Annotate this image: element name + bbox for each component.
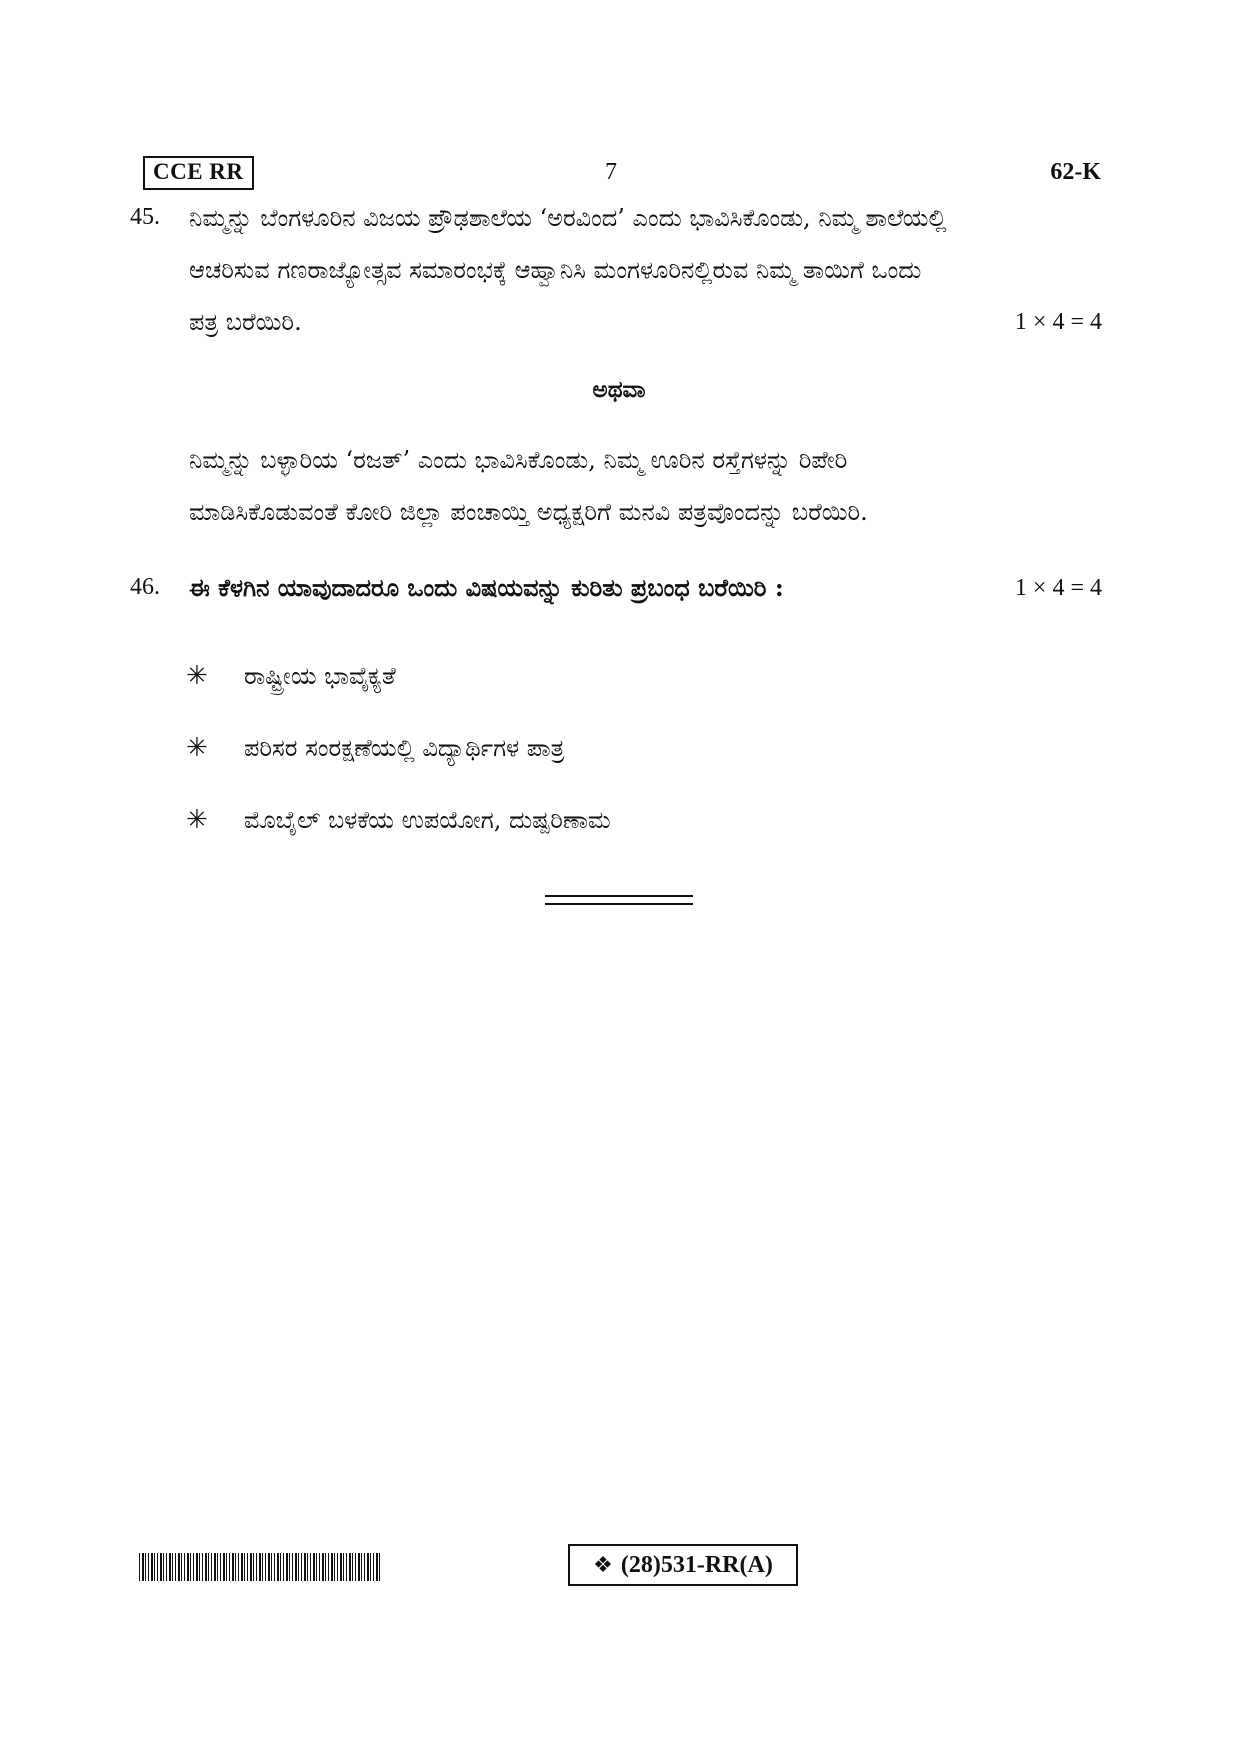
asterisk-bullet-icon: ✳: [186, 733, 208, 763]
page-number: 7: [605, 159, 617, 185]
question-number: 45.: [130, 204, 160, 230]
topic-text: ರಾಷ್ಟ್ರೀಯ ಭಾವೈಕ್ಯತೆ: [244, 662, 396, 690]
question-line: ನಿಮ್ಮನ್ನು ಬಳ್ಳಾರಿಯ ‘ರಜತ್’ ಎಂದು ಭಾವಿಸಿಕೊಂಡು, ನಿಮ್ಮ ಊರಿನ ರಸ್ತೆಗಳನ್ನು ರಿಪೇರಿ: [189, 446, 848, 474]
question-line: ಪತ್ರ ಬರೆಯಿರಿ.: [189, 308, 302, 336]
question-46: [130, 562, 1102, 614]
list-item: [186, 784, 886, 856]
marks-label: 1 × 4 = 4: [1014, 575, 1102, 601]
list-item: [186, 712, 886, 784]
exam-series-box: CCE RR: [143, 156, 254, 190]
end-of-paper-divider: [545, 895, 693, 905]
booklet-code: (28)531-RR(A): [620, 1551, 773, 1578]
marks-label: 1 × 4 = 4: [1014, 309, 1102, 335]
essay-topics-list: [186, 640, 886, 856]
booklet-code-box: [568, 1544, 798, 1586]
topic-text: ಮೊಬೈಲ್ ಬಳಕೆಯ ಉಪಯೋಗ, ದುಷ್ಪರಿಣಾಮ: [244, 806, 611, 834]
topic-text: ಪರಿಸರ ಸಂರಕ್ಷಣೆಯಲ್ಲಿ ವಿದ್ಯಾರ್ಥಿಗಳ ಪಾತ್ರ: [244, 734, 565, 762]
diamond-icon: ❖: [593, 1552, 613, 1578]
or-heading: ಅಥವಾ: [592, 376, 646, 403]
question-last-line: [189, 296, 1102, 348]
asterisk-bullet-icon: ✳: [186, 805, 208, 835]
question-number: 46.: [130, 574, 160, 600]
question-line: ಮಾಡಿಸಿಕೊಡುವಂತೆ ಕೋರಿ ಜಿಲ್ಲಾ ಪಂಚಾಯ್ತಿ ಅಧ್ಯಕ್ಷರಿಗೆ ಮನವಿ ಪತ್ರವೊಂದನ್ನು ಬರೆಯಿರಿ.: [189, 498, 868, 526]
paper-code: 62-K: [1050, 159, 1101, 185]
question-line: ನಿಮ್ಮನ್ನು ಬೆಂಗಳೂರಿನ ವಿಜಯ ಪ್ರೌಢಶಾಲೆಯ ‘ಅರವಿಂದ’ ಎಂದು ಭಾವಿಸಿಕೊಂಡು, ನಿಮ್ಮ ಶಾಲೆಯಲ್ಲಿ: [189, 204, 947, 232]
question-line-with-marks: [189, 562, 1102, 614]
question-text: [189, 562, 1102, 614]
barcode: [139, 1553, 381, 1581]
question-text: [189, 192, 1102, 348]
question-line: ಆಚರಿಸುವ ಗಣರಾಜ್ಯೋತ್ಸವ ಸಮಾರಂಭಕ್ಕೆ ಆಹ್ವಾನಿಸಿ ಮಂಗಳೂರಿನಲ್ಲಿರುವ ನಿಮ್ಮ ತಾಯಿಗೆ ಒಂದು: [189, 256, 922, 284]
question-45: [130, 192, 1102, 348]
asterisk-bullet-icon: ✳: [186, 661, 208, 691]
question-line: ಈ ಕೆಳಗಿನ ಯಾವುದಾದರೂ ಒಂದು ವಿಷಯವನ್ನು ಕುರಿತು ಪ್ರಬಂಧ ಬರೆಯಿರಿ :: [189, 573, 784, 602]
question-45-alternative: [189, 434, 1102, 538]
list-item: [186, 640, 886, 712]
